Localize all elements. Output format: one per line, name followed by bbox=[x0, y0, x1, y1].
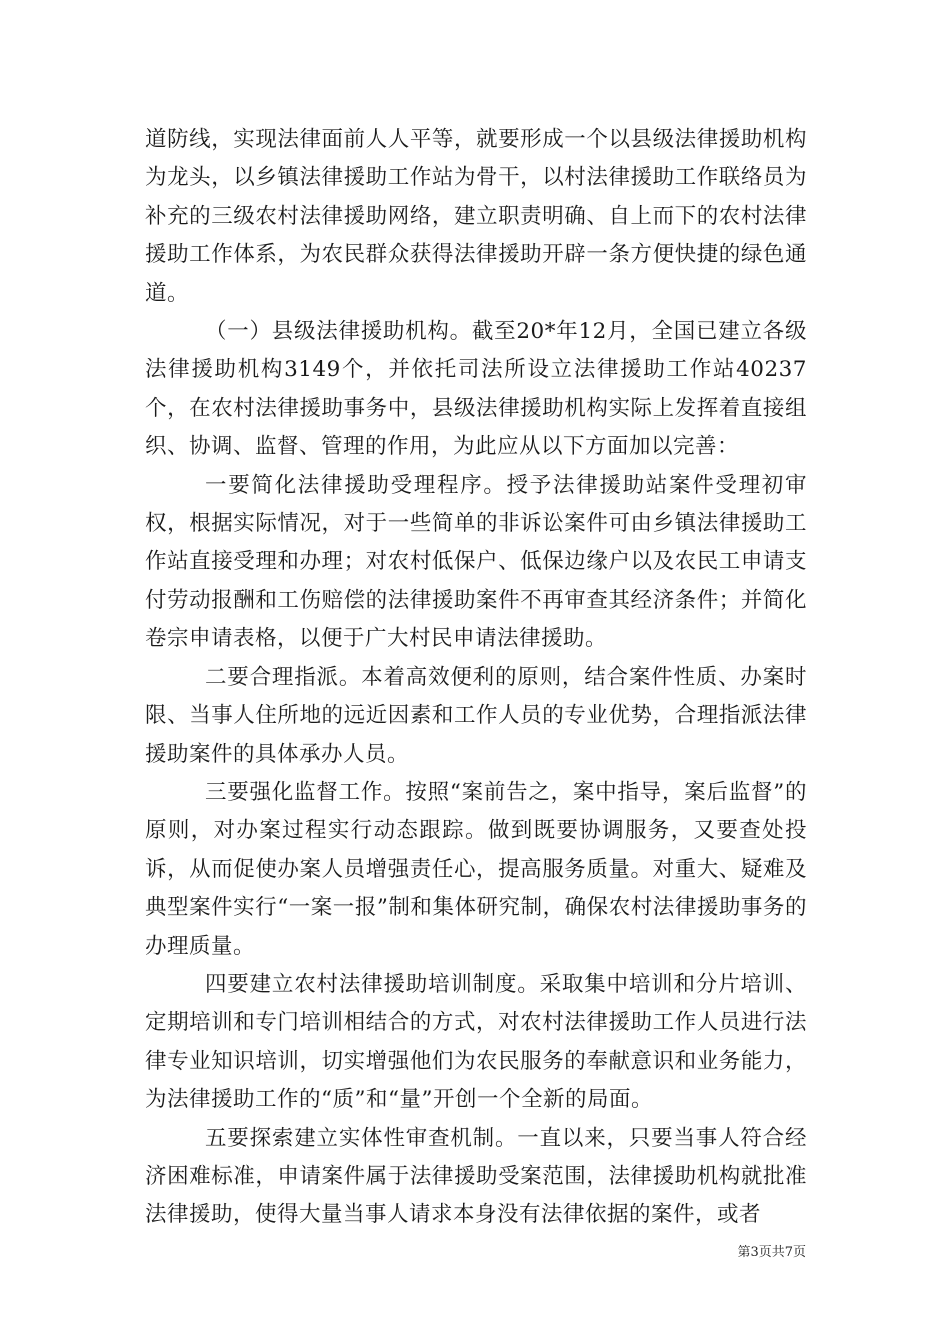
paragraph-reasonable-assignment: 二要合理指派。本着高效便利的原则，结合案件性质、办案时限、当事人住所地的远近因素和工作人员的专业优势，合理指派法律援助案件的具体承办人员。 bbox=[145, 664, 807, 767]
paragraph-training-system: 四要建立农村法律援助培训制度。采取集中培训和分片培训、定期培训和专门培训相结合的方式，对农村法律援助工作人员进行法律专业知识培训，切实增强他们为农民服务的奉献意识和业务能力，为法律援助工作的“质”和“量”开创一个全新的局面。 bbox=[145, 971, 807, 1113]
page-number: 第3页共7页 bbox=[737, 1245, 806, 1260]
paragraph-substantive-review: 五要探索建立实体性审查机制。一直以来，只要当事人符合经济困难标准，申请案件属于法律援助受案范围，法律援助机构就批准法律援助，使得大量当事人请求本身没有法律依据的案件，或者 bbox=[145, 1125, 807, 1228]
paragraph-simplify-procedure: 一要简化法律援助受理程序。授予法律援助站案件受理初审权，根据实际情况，对于一些简单的非诉讼案件可由乡镇法律援助工作站直接受理和办理；对农村低保户、低保边缘户以及农民工申请支付劳动报酬和工伤赔偿的法律援助案件不再审查其经济条件；并简化卷宗申请表格，以便于广大村民申请法律援助。 bbox=[145, 472, 807, 652]
document-body bbox=[145, 121, 807, 1235]
paragraph-strengthen-supervision: 三要强化监督工作。按照“案前告之，案中指导，案后监督”的原则，对办案过程实行动态跟踪。做到既要协调服务，又要查处投诉，从而促使办案人员增强责任心，提高服务质量。对重大、疑难及典型案件实行“一案一报”制和集体研究制，确保农村法律援助事务的办理质量。 bbox=[145, 779, 807, 959]
paragraph-continuation: 道防线，实现法律面前人人平等，就要形成一个以县级法律援助机构为龙头，以乡镇法律援助工作站为骨干，以村法律援助工作联络员为补充的三级农村法律援助网络，建立职责明确、自上而下的农村法律援助工作体系，为农民群众获得法律援助开辟一条方便快捷的绿色通道。 bbox=[145, 127, 807, 306]
paragraph-county-legal-aid: （一）县级法律援助机构。截至20*年12月，全国已建立各级法律援助机构3149个，并依托司法所设立法律援助工作站40237个，在农村法律援助事务中，县级法律援助机构实际上发挥着直接组织、协调、监督、管理的作用，为此应从以下方面加以完善： bbox=[145, 319, 807, 460]
